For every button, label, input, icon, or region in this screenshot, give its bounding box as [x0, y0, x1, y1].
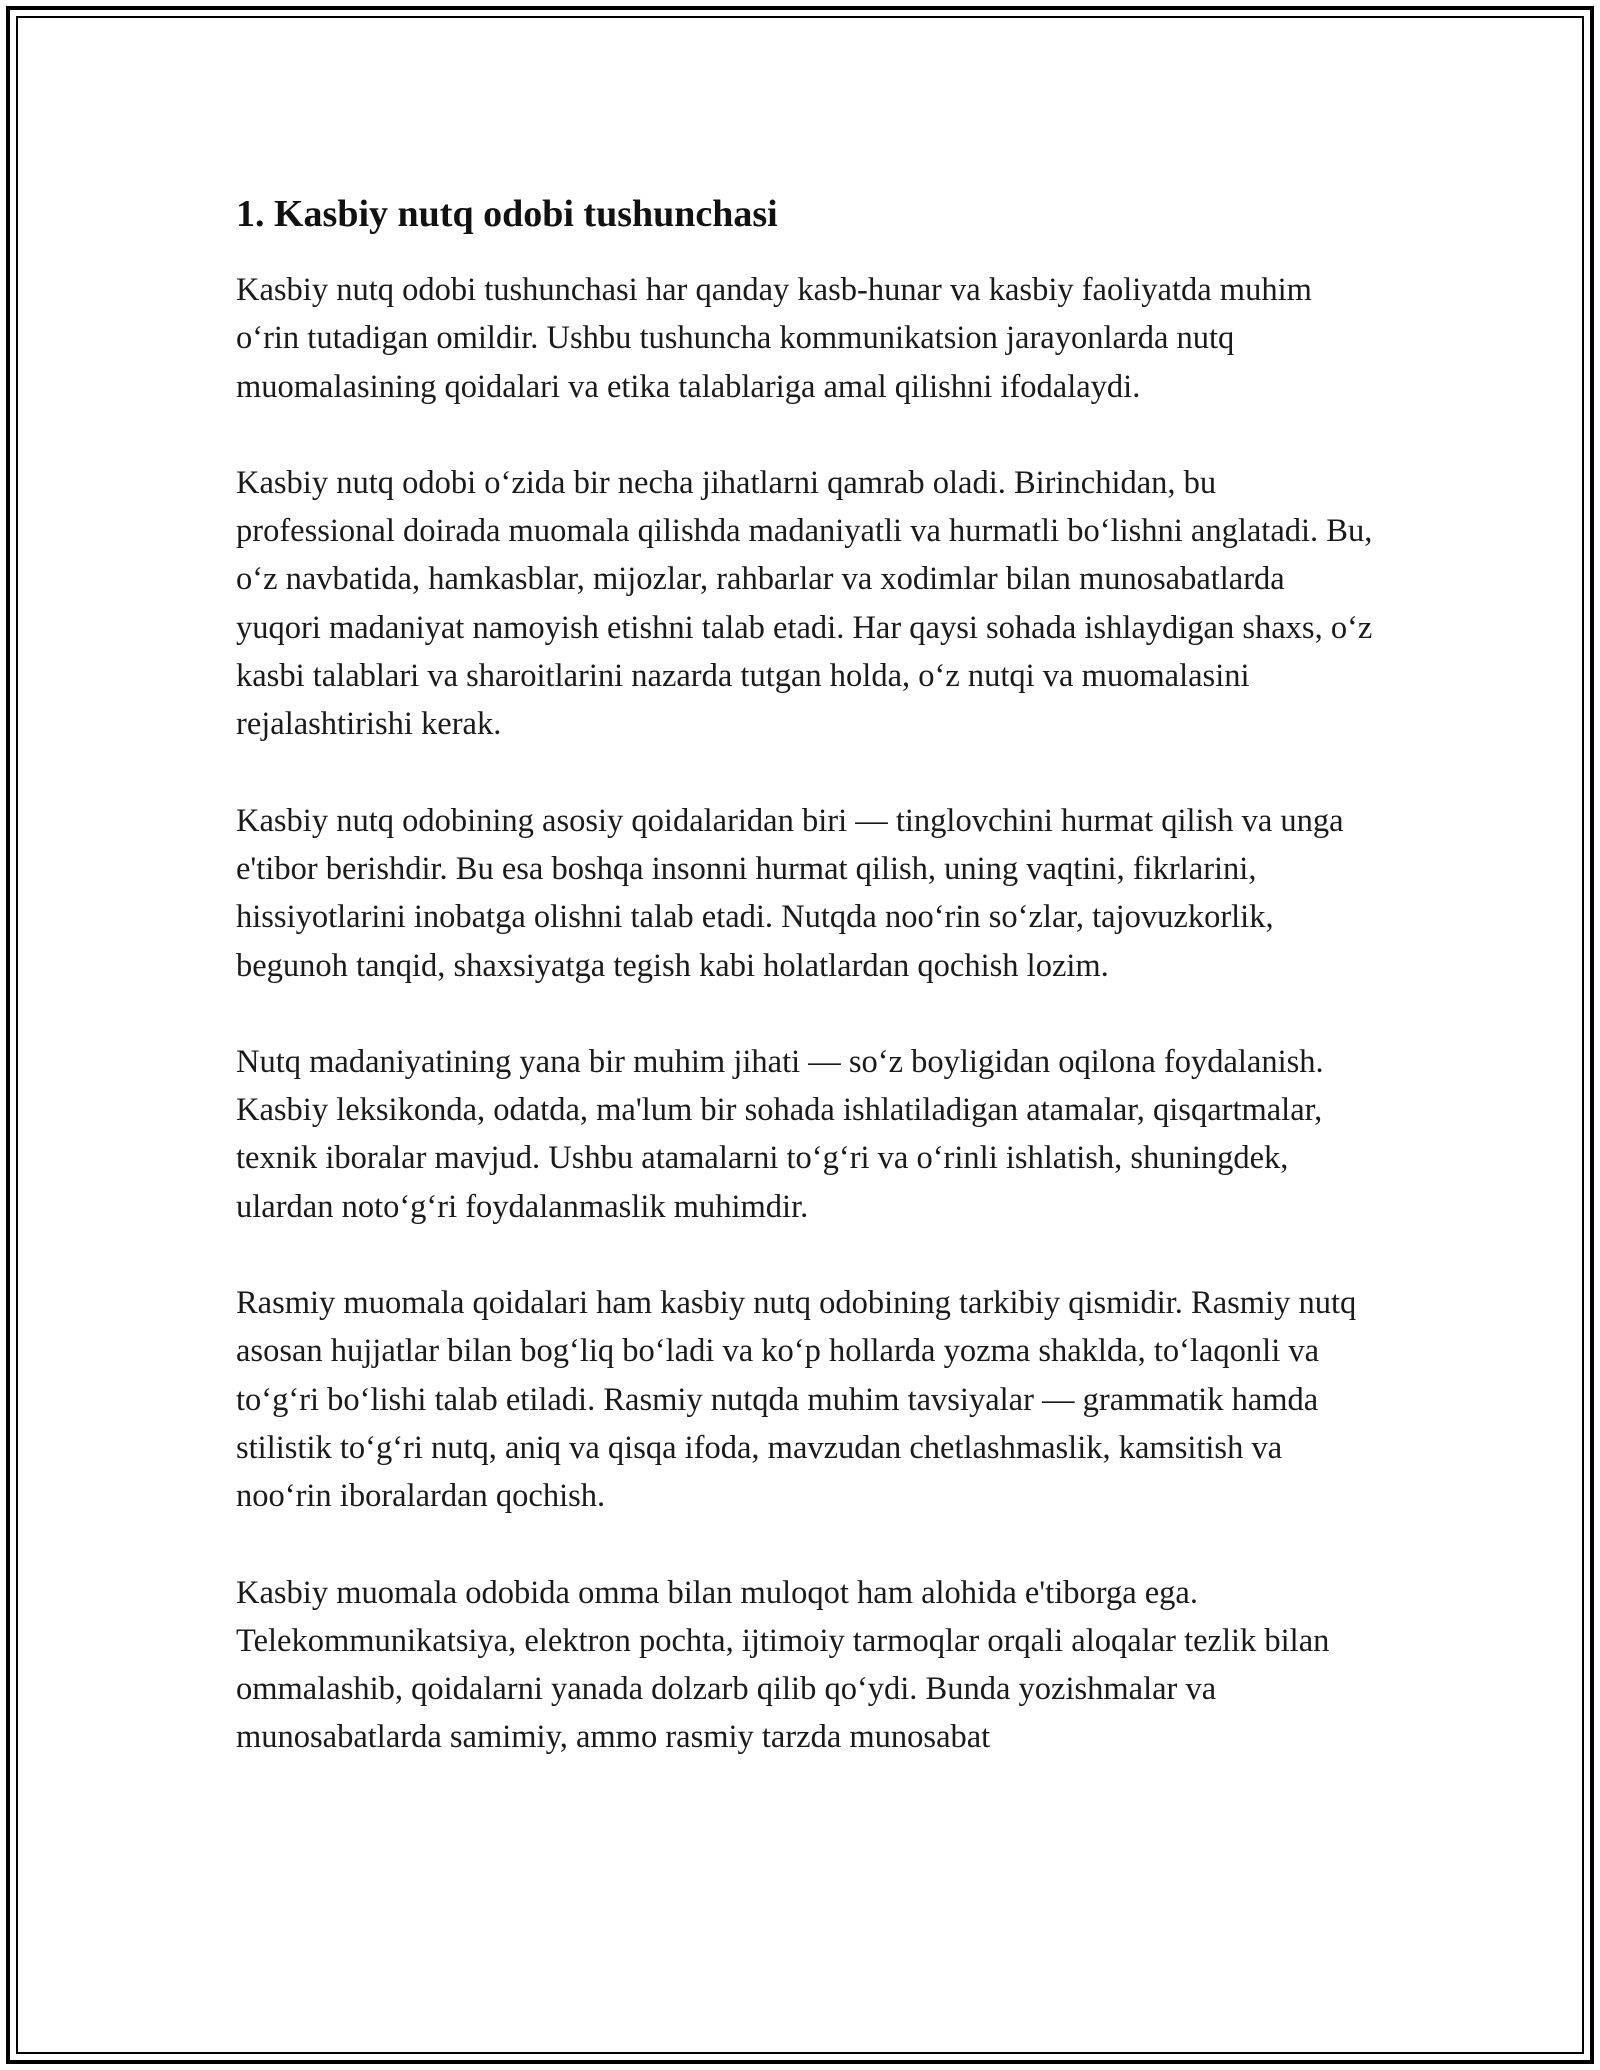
- paragraph-6: Kasbiy muomala odobida omma bilan muloqot ham alohida e'tiborga ega. Telekommunikatsiya, elektron pochta, ijtimoiy tarmoqlar orqali aloqalar tezlik bilan ommalashib, qoidalarni yanada dolzarb qilib qo‘ydi. Bunda yozishmalar va munosabatlarda samimiy, ammo rasmiy tarzda munosabat: [236, 1574, 1330, 1756]
- paragraph-4: Nutq madaniyatining yana bir muhim jihati — so‘z boyligidan oqilona foydalanish. Kasbiy leksikonda, odatda, ma'lum bir sohada ishlatiladigan atamalar, qisqartmalar, texnik iboralar mavjud. Ushbu atamalarni to‘g‘ri va o‘rinli ishlatish, shuningdek, ulardan noto‘g‘ri foydalanmaslik muhimdir.: [236, 1043, 1324, 1225]
- section-heading: 1. Kasbiy nutq odobi tushunchasi: [236, 193, 778, 235]
- paragraph-2: Kasbiy nutq odobi o‘zida bir necha jihatlarni qamrab oladi. Birinchidan, bu professional doirada muomala qilishda madaniyatli va hurmatli bo‘lishni anglatadi. Bu, o‘z navbatida, hamkasblar, mijozlar, rahbarlar va xodimlar bilan munosabatlarda yuqori madaniyat namoyish etishni talab etadi. Har qaysi sohada ishlaydigan shaxs, o‘z kasbi talablari va sharoitlarini nazarda tutgan holda, o‘z nutqi va muomalasini rejalashtirishi kerak.: [236, 464, 1373, 743]
- paragraph-3: Kasbiy nutq odobining asosiy qoidalaridan biri — tinglovchini hurmat qilish va unga e'tibor berishdir. Bu esa boshqa insonni hurmat qilish, uning vaqtini, fikrlarini, hissiyotlarini inobatga olishni talab etadi. Nutqda noo‘rin so‘zlar, tajovuzkorlik, begunoh tanqid, shaxsiyatga tegish kabi holatlardan qochish lozim.: [236, 802, 1344, 984]
- paragraph-1: Kasbiy nutq odobi tushunchasi har qanday kasb-hunar va kasbiy faoliyatda muhim o‘rin tutadigan omildir. Ushbu tushuncha kommunikatsion jarayonlarda nutq muomalasining qoidalari va etika talablariga amal qilishni ifodalaydi.: [236, 272, 1312, 405]
- document-body: [236, 192, 1376, 1810]
- paragraph-5: Rasmiy muomala qoidalari ham kasbiy nutq odobining tarkibiy qismidir. Rasmiy nutq asosan hujjatlar bilan bog‘liq bo‘ladi va ko‘p hollarda yozma shaklda, to‘laqonli va to‘g‘ri bo‘lishi talab etiladi. Rasmiy nutqda muhim tavsiyalar — grammatik hamda stilistik to‘g‘ri nutq, aniq va qisqa ifoda, mavzudan chetlashmaslik, kamsitish va noo‘rin iboralardan qochish.: [236, 1285, 1357, 1515]
